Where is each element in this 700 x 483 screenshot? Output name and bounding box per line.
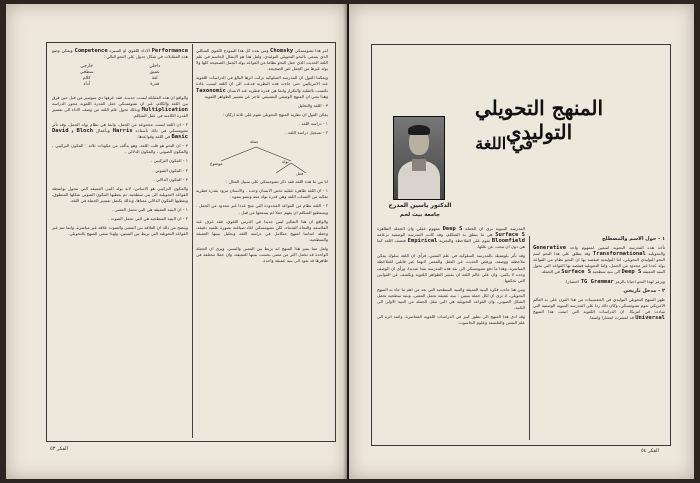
author-portrait xyxy=(393,116,445,200)
term-transformational: Transformational xyxy=(592,251,646,258)
term-surface: Surface S xyxy=(495,232,525,239)
table-column-external xyxy=(80,64,94,88)
term-generative: Generative xyxy=(533,245,567,252)
right-page-left-column: المدرسة البنيوية ترى ان الجملة Deep S مفهوم عقلي وان الجملة الظاهرة Surface S هي ما ينطق به المتكلم، وقد كانت المدرسة الوصفية بزعامة Bloomfield تقوم على الملاحظة والتجربة Empirical فتصف اللغة كما هي دون ان تبحث عن عللها. وقد تأثر بلومفيلد بالمدرسة السلوكية في علم النفس، فرأى ان اللغة سلوك يمكن ملاحظته ووصفه، ورفض الحديث عن العقل والمعنى لانهما غير قابلين للملاحظة المباشرة، وهذا ما دفع تشومسكي الى نقد هذه المدرسة نقدا شديدا، ورأى ان الوصف وحده لا يكفي، وان على عالم اللغة ان يفسر الظواهر اللغوية ويكشف عن القوانين التي تحكمها. ومن هنا جاءت فكرة البنية العميقة والبنية السطحية التي تعد من اهم ما جاء به المنهج التحويلي، اذ ترى ان لكل جملة بنيتين : بنية عميقة تحمل المعنى، وبنية سطحية تحمل الشكل الصوتي، وان القواعد التحويلية هي التي تنقل الجملة من البنية الاولى الى الثانية. وقد ادى هذا المنهج الى تطور كبير في الدراسات اللغوية المعاصرة، وامتد اثره الى علم النفس والفلسفة وعلوم الحاسوب. xyxy=(377,226,525,326)
left-page-left-column: Performance الاداء اللغوي او السيرة Competence ويمكن وضع هذه المقابلات في شكل جدول على النحو التالي : داخلي عميق لغة قدرة خارجي سطحي كلام أداء والواقع ان هذه المقابلة ليست جديدة، فقد عرفها دي سوسير من قبل حين فرق بين اللغة والكلام، غير ان تشومسكي جعل القدرة اللغوية محور الدراسة Multiplication وبذلك تحول علم اللغة من وصف الاداء الى تفسير القدرة الكامنة في عقل المتكلم. ٢ - ان اللغة ليست مجموعة من الجمل، وانما هي نظام يولد الجمل، وقد تأثر تشومسكي في ذلك بأستاذه Harris وبأعمال Bloch و David Basic في اللغة وقواعدها. ٣ - ان النحو هو قلب اللغة، وهو يتألف من مكونات ثلاثة : المكون التركيبي ، والمكون الصوتي ، والمكون الدلالي . ١ - المكون التركيبي . ٢ - المكون الصوتي . ٣ - المكون الدلالي . والمكون التركيبي هو الاساس، لانه يولد البنى العميقة التي تتحول بواسطة القواعد التحويلية الى بنى سطحية، ثم يعطيها المكون الصوتي شكلها المنطوق، ويعطيها المكون الدلالي معناها، وبذلك يكتمل تفسير الجملة في اللغة. ١ - ان البنية العميقة هي التي تحمل المعنى . ٢ - ان البنية السطحية هي التي تحمل الصوت . ويتضح من ذلك ان العلاقة بين المعنى والصوت علاقة غير مباشرة، وانما تتم عبر القواعد التحويلية التي تربط بين البنيتين، ولهذا سمي المنهج بالتحويلي. xyxy=(52,48,188,237)
term-bloomfield: Bloomfield xyxy=(491,238,525,245)
article-subtitle: في اللغة xyxy=(475,134,533,153)
left-page xyxy=(6,4,347,479)
right-page xyxy=(349,4,694,479)
term-universal: Universal xyxy=(635,315,665,322)
term-tg-grammar: TG Grammar xyxy=(580,278,614,285)
author-affiliation: جامعة بيت لحم xyxy=(399,212,441,218)
tree-node-subject: موضوع xyxy=(210,161,223,167)
table-column-internal xyxy=(149,64,160,88)
term-harris: Harris xyxy=(112,128,133,135)
table-cell: كلام xyxy=(82,76,91,82)
term-competence: Competence xyxy=(74,48,108,54)
article-title: المنهج التحويلي التوليدي xyxy=(474,96,604,144)
term-david: David xyxy=(52,128,69,135)
column-rule xyxy=(192,44,193,438)
section-heading-one: ١ - حول الاسم والمصطلح xyxy=(602,236,665,242)
term-empirical: Empirical xyxy=(407,238,438,245)
column-rule xyxy=(529,236,530,440)
term-multiplication: Multiplication xyxy=(141,106,188,113)
author-name: الدكتور ياسين المدرج xyxy=(388,202,452,209)
term-deep-s: Deep S xyxy=(621,269,642,276)
term-taxonomic: Taxonomic xyxy=(196,87,226,94)
left-folio: الفكر ٥٣ xyxy=(50,446,68,452)
table-cell: داخلي xyxy=(149,64,161,70)
table-cell: قدرة xyxy=(150,82,160,88)
table-cell: عميق xyxy=(149,70,160,76)
term-surface-s: Surface S xyxy=(561,269,592,276)
left-page-right-column: امر هذا تشومسكي Chomsky ومن بعده كل هذا النموذج اللغوي الشكلي الذي يسمى بالنحو التحويلي التوليدي، ولعل هذا هو الانتقال الحاسم في علم اللغة الحديث الذي جعل النحو نظاما من القواعد يولد الجمل الصحيحة كلها ولا يولد غيرها من الجمل غير الصحيحة. ويمكننا القول ان المدرسة السلوكية تركت اثرها البالغ في الدراسات اللغوية عند الامريكيين حتى جاءت هذه النظرية فدعت الى ان اللغة ليست عادة تكتسب بالتقليد والتكرار وانما هي قدرة فطرية عند الانسان Taxonomic وهذا يعني ان المنهج الوصفي التصنيفي عاجز عن تفسير الظواهر اللغوية. ٣ - اللغة والتحليل يمكن القول ان نظرية المنهج التحويلي تقوم على ثلاثة اركان : ١ - دراسة اللغة . ٢ - تسجيل دراسة اللغة . جملة موضوع نواة فعل انا بين ما هذه اللغة فقد ذكر تشومسكي على سبيل المثال : ١ - ان اللغة ظاهرة عقلية تخص الانسان وحده ، والانسان مزود بقدرة فطرية تمكنه من اكتساب اللغة وهي قدرة تولد معه وتنمو بنموه . ٢ - اللغة نظام من القواعد المحدودة التي تنتج عددا غير محدود من الجمل . ويستطيع المتكلم ان يفهم جملا لم يسمعها من قبل . والواقع ان هذا التفكير ليس جديدا في الدرس اللغوي، فقد عرف عند الفلاسفة والنحاة القدماء، لكن تشومسكي اعاد صياغته بصورة علمية دقيقة، وجعله اساسا لمنهج متكامل في دراسة اللغة وتحليل بنيتها العميقة والسطحية. ولعل مما يميز هذا المنهج انه يربط بين المعنى والمبنى، ويرى ان الجملة الواحدة قد تحمل اكثر من معنى بحسب بنيتها العميقة، وان جملا مختلفة في ظاهرها قد تعود الى بنية عميقة واحدة. xyxy=(196,48,328,264)
tree-node-root: جملة xyxy=(250,139,259,145)
term-bloch: Bloch xyxy=(76,128,94,135)
right-folio: الفكر ٥٤ xyxy=(641,448,659,454)
table-cell: أداء xyxy=(83,82,90,88)
section-heading-two: ٢ - مدخل تاريخي xyxy=(623,287,665,294)
comparison-table xyxy=(52,64,188,88)
magazine-spread xyxy=(6,4,694,479)
term-performance: Performance xyxy=(151,48,188,54)
term-chomsky: Chomsky xyxy=(270,48,294,54)
right-page-right-column: ١ - حول الاسم والمصطلح تأخذ هذه المدرسة النحوية اسمين لمفهوم واحد Generative والتحويلية Transformational وقد يطلق على هذا النحو اسم النحو التوليدي التحويلي، اما التوليدية فيقصد بها ان النحو نظام من القواعد يولد عددا غير محدود من الجمل، واما التحويلية فيقصد بها القواعد التي تحول البنية العميقة Deep S الى بنية سطحية Surface S في الجملة. ويرمز لهذا النحو احيانا بالرمز TG Grammar اختصارا. ٢ - مدخل تاريخي ظهر المنهج التحويلي التوليدي في الخمسينات من هذا القرن على يد العالم الامريكي نعوم تشومسكي، وكان ذلك ردا على المدرسة البنيوية الوصفية التي سادت في امريكا. ان الدراسات اللغوية التي اتبعت هذا المنهج Universal قد انتشرت انتشارا واسعا. xyxy=(533,236,665,322)
table-cell: خارجي xyxy=(80,64,93,70)
syntax-tree xyxy=(196,139,328,179)
tree-node-kernel: نواة xyxy=(282,159,289,165)
term-basic: Basic xyxy=(171,134,188,141)
table-cell: سطحي xyxy=(79,70,94,76)
tree-node-verb: فعل xyxy=(296,171,304,177)
term-deep-s2: Deep S xyxy=(442,226,463,232)
table-cell: لغة xyxy=(151,76,158,82)
